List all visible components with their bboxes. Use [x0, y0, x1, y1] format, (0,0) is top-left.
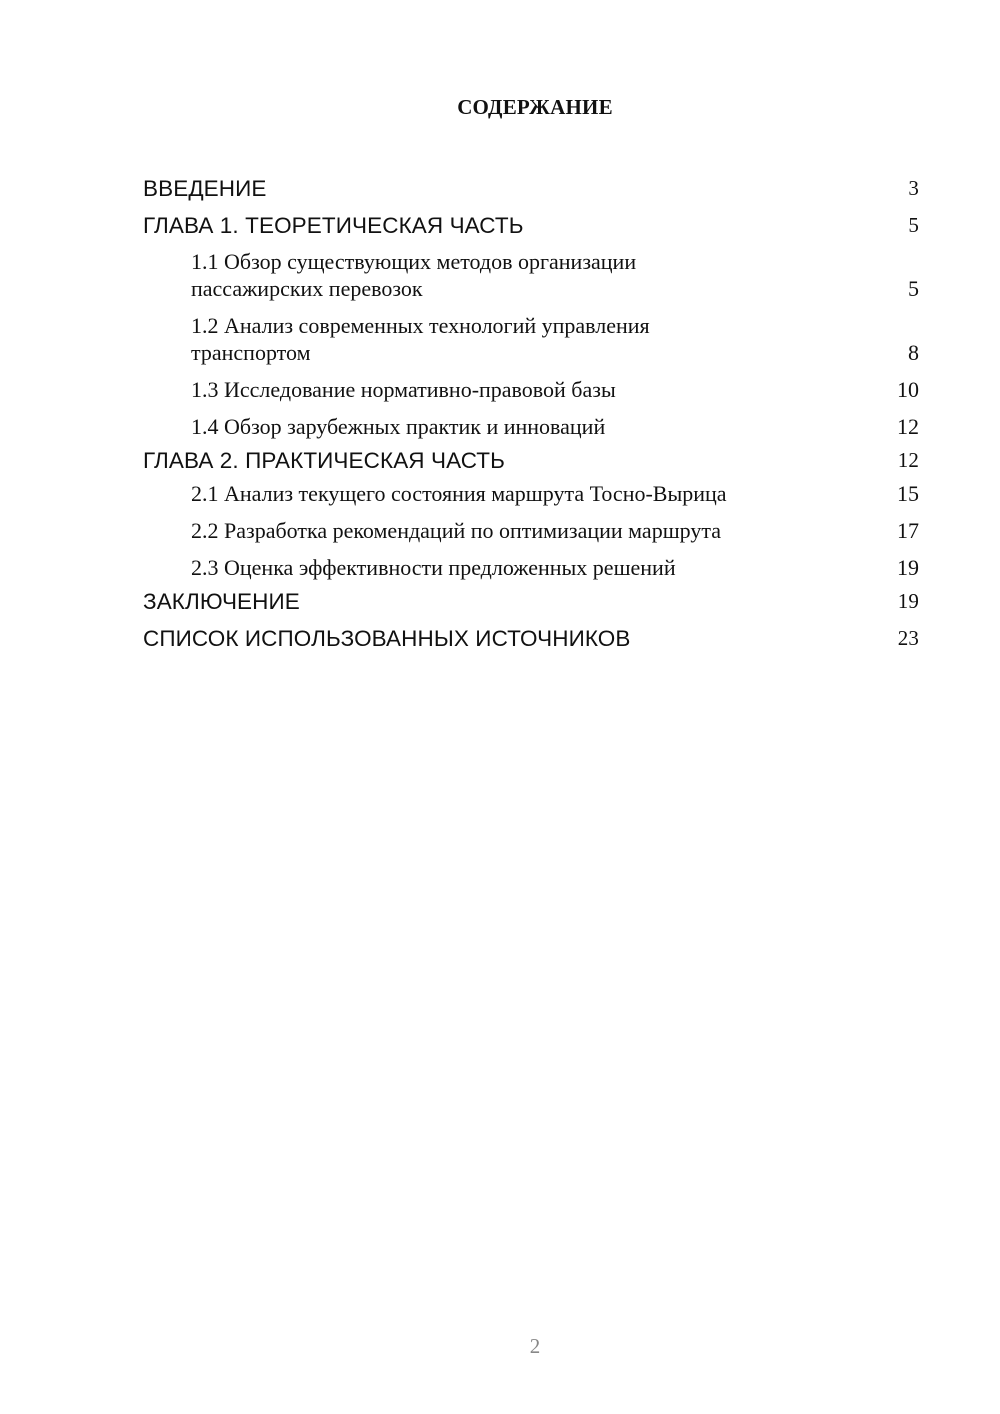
toc-entry-page: 10 [897, 377, 919, 402]
toc-entry-label: 1.2 Анализ современных технологий управления транспортом [191, 313, 650, 365]
toc-entry-label: 2.1 Анализ текущего состояния маршрута Тосно-Вырица [191, 481, 727, 506]
toc-entry-label: СПИСОК ИСПОЛЬЗОВАННЫХ ИСТОЧНИКОВ [143, 626, 631, 651]
toc-entry-section-1-2[interactable] [143, 312, 919, 366]
toc-entry-label: ГЛАВА 2. ПРАКТИЧЕСКАЯ ЧАСТЬ [143, 448, 506, 473]
toc-entry-introduction[interactable] [143, 170, 919, 207]
page-number: 2 [529, 1334, 541, 1358]
toc-entry-page: 12 [897, 448, 919, 472]
toc-entry-chapter-2[interactable] [143, 442, 919, 479]
toc-entry-references[interactable] [143, 620, 919, 657]
toc-entry-page: 5 [908, 276, 919, 301]
toc-entry-label: ЗАКЛЮЧЕНИЕ [143, 589, 300, 614]
toc-entry-section-1-3[interactable] [143, 376, 919, 403]
toc-entry-conclusion[interactable] [143, 583, 919, 620]
toc-entry-section-2-1[interactable] [143, 480, 919, 507]
toc-entry-chapter-1[interactable] [143, 207, 919, 244]
table-of-contents [143, 170, 919, 657]
toc-entry-label: ГЛАВА 1. ТЕОРЕТИЧЕСКАЯ ЧАСТЬ [143, 213, 524, 238]
toc-entry-label: 1.3 Исследование нормативно-правовой базы [191, 377, 616, 402]
toc-entry-label: 2.2 Разработка рекомендаций по оптимизации маршрута [191, 518, 721, 543]
toc-entry-label: ВВЕДЕНИЕ [143, 176, 267, 201]
toc-entry-page: 19 [897, 555, 919, 580]
toc-entry-page: 12 [897, 414, 919, 439]
toc-entry-page: 19 [897, 589, 919, 613]
toc-entry-section-1-4[interactable] [143, 413, 919, 440]
toc-entry-page: 3 [908, 176, 919, 200]
toc-entry-label: 1.1 Обзор существующих методов организации пассажирских перевозок [191, 249, 637, 301]
toc-entry-page: 8 [908, 340, 919, 365]
toc-entry-page: 17 [897, 518, 919, 543]
toc-entry-section-2-2[interactable] [143, 517, 919, 544]
toc-entry-page: 15 [897, 481, 919, 506]
toc-entry-page: 23 [897, 626, 919, 650]
toc-entry-section-1-1[interactable] [143, 248, 919, 302]
toc-entry-page: 5 [908, 213, 919, 237]
toc-entry-label: 1.4 Обзор зарубежных практик и инноваций [191, 414, 606, 439]
toc-entry-section-2-3[interactable] [143, 554, 919, 581]
toc-entry-label: 2.3 Оценка эффективности предложенных решений [191, 555, 676, 580]
page-title: СОДЕРЖАНИЕ [457, 95, 613, 119]
